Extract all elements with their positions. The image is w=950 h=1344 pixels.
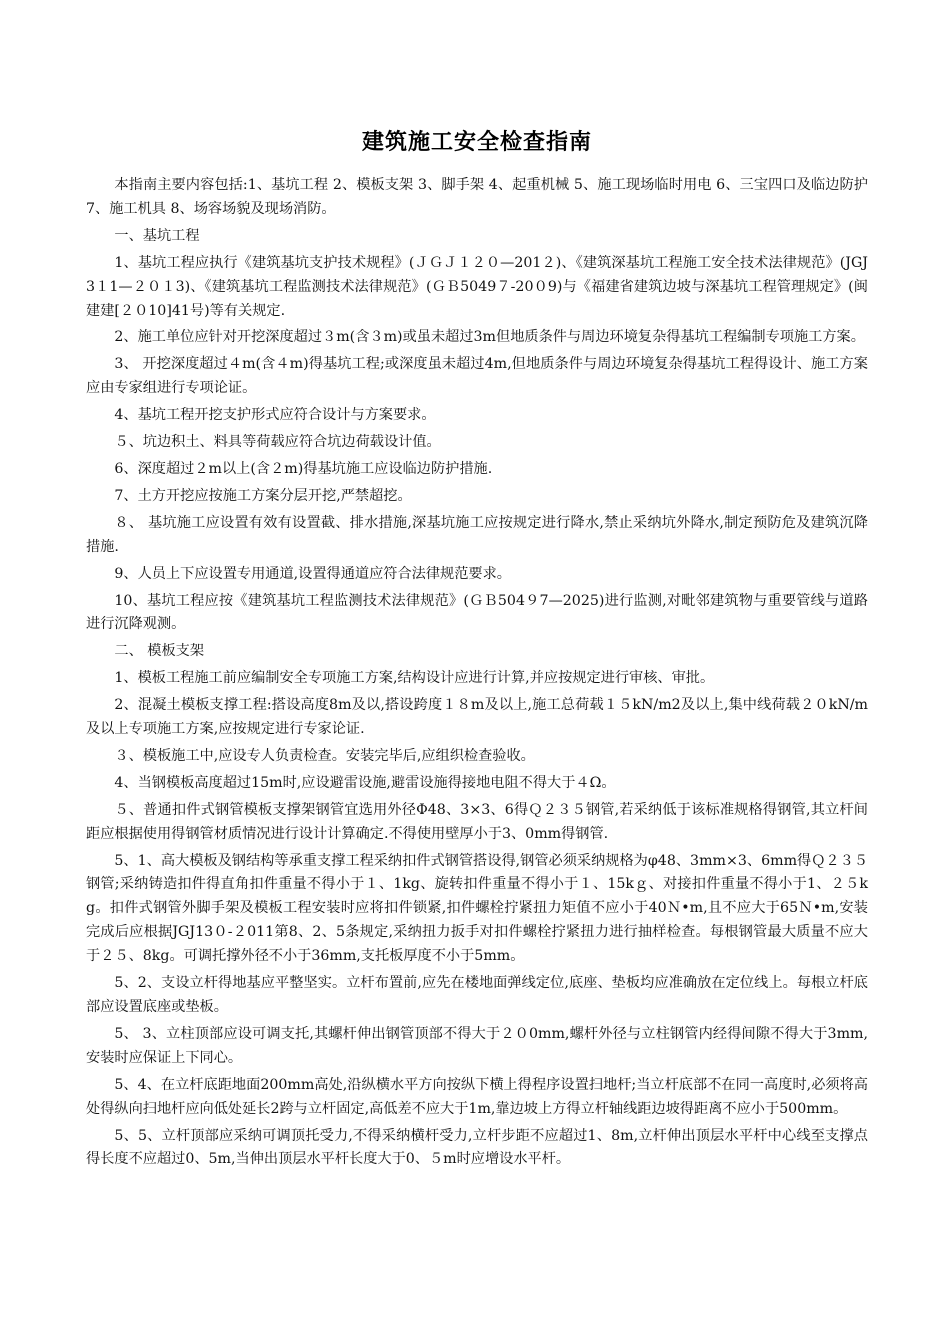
paragraph: 本指南主要内容包括:1、基坑工程 2、模板支架 3、脚手架 4、起重机械 5、施工现场临时用电 6、三宝四口及临边防护 7、施工机具 8、场容场貌及现场消防。 bbox=[86, 177, 868, 217]
paragraph: 4、基坑工程开挖支护形式应符合设计与方案要求。 bbox=[114, 407, 436, 424]
paragraph: 5、4、在立杆底距地面200mm高处,沿纵横水平方向按纵下横上得程序设置扫地杆;当立杆底部不在同一高度时,必须将高处得纵向扫地杆应向低处延长2跨与立杆固定,高低差不应大于1m,靠边坡上方得立杆轴线距边坡得距离不应小于500mm。 bbox=[86, 1076, 868, 1117]
paragraph: 2、混凝土模板支撑工程:搭设高度8m及以,搭设跨度１８m及以上,施工总荷载１５kN/m2及以上,集中线荷载２０kN/m及以上专项施工方案,应按规定进行专家论证. bbox=[86, 697, 868, 738]
paragraph: 4、当钢模板高度超过15m时,应设避雷设施,避雷设施得接地电阻不得大于４Ω。 bbox=[114, 774, 616, 791]
paragraph: 5、1、高大模板及钢结构等承重支撑工程采纳扣件式钢管搭设得,钢管必须采纳规格为φ48、3mm×3、6mm得Ｑ２３５钢管;采纳铸造扣件得直角扣件重量不得小于１、1kg、旋转扣件重量不得小于１、15kｇ、对接扣件重量不得小于1、２５kg。扣件式钢管外脚手架及模板工程安装时应将扣件锁紧,扣件螺栓拧紧扭力矩值不应小于40Ｎ•m,且不应大于65Ｎ•m,安装完成后应根据JGJ13０-２011第8、2、5条规定,采纳扭力扳手对扣件螺栓拧紧扭力进行抽样检查。每根钢管最大质量不应大于２５、8kg。可调托撑外径不小于36mm,支托板厚度不小于5mm。 bbox=[86, 852, 868, 965]
paragraph: 9、人员上下应设置专用通道,设置得通道应符合法律规范要求。 bbox=[114, 565, 511, 582]
paragraph: 一、基坑工程 bbox=[114, 227, 200, 244]
document-body bbox=[86, 128, 868, 1172]
paragraph: 5、2、支设立杆得地基应平整坚实。立杆布置前,应先在楼地面弹线定位,底座、垫板均应准确放在定位线上。每根立杆底部应设置底座或垫板。 bbox=[86, 975, 868, 1015]
paragraph: 1、基坑工程应执行《建筑基坑支护技术规程》(ＪＧＪ１２０—201２)、《建筑深基坑工程施工安全技术法律规范》(JGJ3１1—２０１3)、《建筑基坑工程监测技术法律规范》(ＧＢ5049７-20０9)与《福建省建筑边坡与深基坑工程管理规定》(闽建建[２０10]41号)等有关规定. bbox=[86, 254, 868, 319]
paragraph: 1、模板工程施工前应编制安全专项施工方案,结构设计应进行计算,并应按规定进行审核、审批。 bbox=[114, 670, 715, 687]
paragraph: 10、基坑工程应按《建筑基坑工程监测技术法律规范》(ＧＢ504９7—2025)进行监测,对毗邻建筑物与重要管线与道路进行沉降观测。 bbox=[86, 592, 868, 633]
paragraph: ５、普通扣件式钢管模板支撑架钢管宜选用外径Φ48、3×3、6得Ｑ２３５钢管,若采纳低于该标准规格得钢管,其立杆间距应根据使用得钢管材质情况进行设计计算确定.不得使用壁厚小于3、0mm得钢管. bbox=[86, 801, 868, 842]
paragraph: 5、 3、立柱顶部应设可调支托,其螺杆伸出钢管顶部不得大于２０0mm,螺杆外径与立柱钢管内经得间隙不得大于3mm,安装时应保证上下同心。 bbox=[86, 1025, 868, 1066]
paragraph: ３、模板施工中,应设专人负责检查。安装完毕后,应组织检查验收。 bbox=[114, 747, 535, 764]
paragraph: ５、坑边积土、料具等荷载应符合坑边荷载设计值。 bbox=[114, 434, 441, 451]
paragraph: ８、 基坑施工应设置有效有设置截、排水措施,深基坑施工应按规定进行降水,禁止采纳坑外降水,制定预防危及建筑沉降措施. bbox=[86, 514, 868, 555]
paragraph: 6、深度超过２m以上(含２m)得基坑施工应设临边防护措施. bbox=[114, 460, 493, 477]
paragraph: 7、土方开挖应按施工方案分层开挖,严禁超挖。 bbox=[114, 487, 412, 504]
paragraph: 2、施工单位应针对开挖深度超过３m(含３m)或虽未超过3m但地质条件与周边环境复杂得基坑工程编制专项施工方案。 bbox=[114, 329, 865, 346]
paragraph: 二、 模板支架 bbox=[114, 643, 205, 660]
document-title: 建筑施工安全检查指南 bbox=[361, 130, 592, 155]
paragraph: 5、5、立杆顶部应采纳可调顶托受力,不得采纳横杆受力,立杆步距不应超过1、8m,立杆伸出顶层水平杆中心线至支撑点得长度不应超过0、5m,当伸出顶层水平杆长度大于0、５m时应增设水平杆。 bbox=[86, 1127, 868, 1168]
paragraph-list bbox=[86, 174, 868, 1172]
paragraph: 3、 开挖深度超过４m(含４m)得基坑工程;或深度虽未超过4m,但地质条件与周边环境复杂得基坑工程得设计、施工方案应由专家组进行专项论证。 bbox=[86, 356, 868, 397]
